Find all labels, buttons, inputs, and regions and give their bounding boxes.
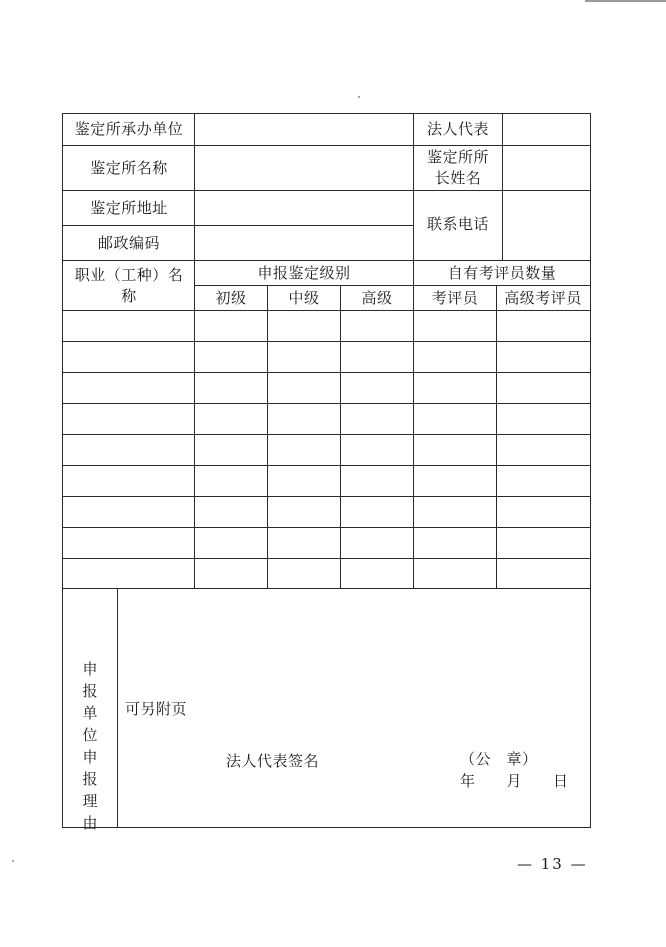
column-divider — [117, 588, 118, 828]
row-divider — [62, 372, 591, 373]
row-divider — [62, 496, 591, 497]
column-divider — [496, 285, 497, 589]
row-divider — [62, 225, 413, 226]
row-divider — [62, 260, 591, 261]
signature-label: 法人代表签名 — [226, 752, 320, 770]
date-label: 年 月 日 — [460, 772, 569, 790]
examiner-header: 考评员 — [431, 289, 479, 307]
attach-note: 可另附页 — [125, 700, 188, 718]
table-border-top — [62, 113, 591, 114]
unit-label: 鉴定所承办单位 — [74, 120, 184, 138]
row-divider — [62, 588, 591, 589]
level-junior-header: 初级 — [215, 289, 247, 307]
row-divider — [62, 310, 591, 311]
reason-label-line: 申报 — [82, 748, 98, 788]
table-border-bottom — [62, 827, 591, 828]
row-divider — [62, 558, 591, 559]
occupation-label-line2: 称 — [121, 287, 137, 305]
column-divider — [340, 285, 341, 589]
row-divider — [62, 403, 591, 404]
address-label: 鉴定所地址 — [90, 199, 168, 217]
reason-label-line: 理由 — [82, 792, 98, 832]
row-divider — [62, 465, 591, 466]
phone-label: 联系电话 — [426, 215, 490, 233]
seal-label: （公 章） — [460, 750, 538, 768]
table-border-left — [62, 113, 63, 828]
row-divider — [62, 434, 591, 435]
occupation-label-line1: 职业（工种）名 — [74, 266, 184, 284]
column-divider — [267, 285, 268, 589]
legal-rep-label: 法人代表 — [426, 120, 490, 138]
table-border-right — [590, 113, 591, 828]
row-divider — [62, 190, 591, 191]
row-divider — [62, 145, 591, 146]
row-divider — [62, 527, 591, 528]
column-divider — [413, 113, 414, 589]
column-divider — [502, 113, 503, 260]
column-divider — [194, 113, 195, 589]
page-number: — 13 — — [517, 855, 588, 873]
row-divider — [194, 285, 591, 286]
institute-name-label: 鉴定所名称 — [90, 159, 168, 177]
reason-label-line: 单位 — [82, 704, 98, 744]
reason-label-line: 申报 — [82, 660, 98, 700]
director-label-line2: 长姓名 — [434, 169, 482, 187]
senior-examiner-header: 高级考评员 — [504, 289, 582, 307]
apply-level-header: 申报鉴定级别 — [257, 264, 351, 282]
director-label-line1: 鉴定所所 — [426, 148, 490, 166]
row-divider — [62, 341, 591, 342]
examiner-count-header: 自有考评员数量 — [447, 264, 557, 282]
postcode-label: 邮政编码 — [97, 234, 161, 252]
reason-label — [79, 658, 101, 834]
level-middle-header: 中级 — [288, 289, 320, 307]
level-senior-header: 高级 — [361, 289, 393, 307]
